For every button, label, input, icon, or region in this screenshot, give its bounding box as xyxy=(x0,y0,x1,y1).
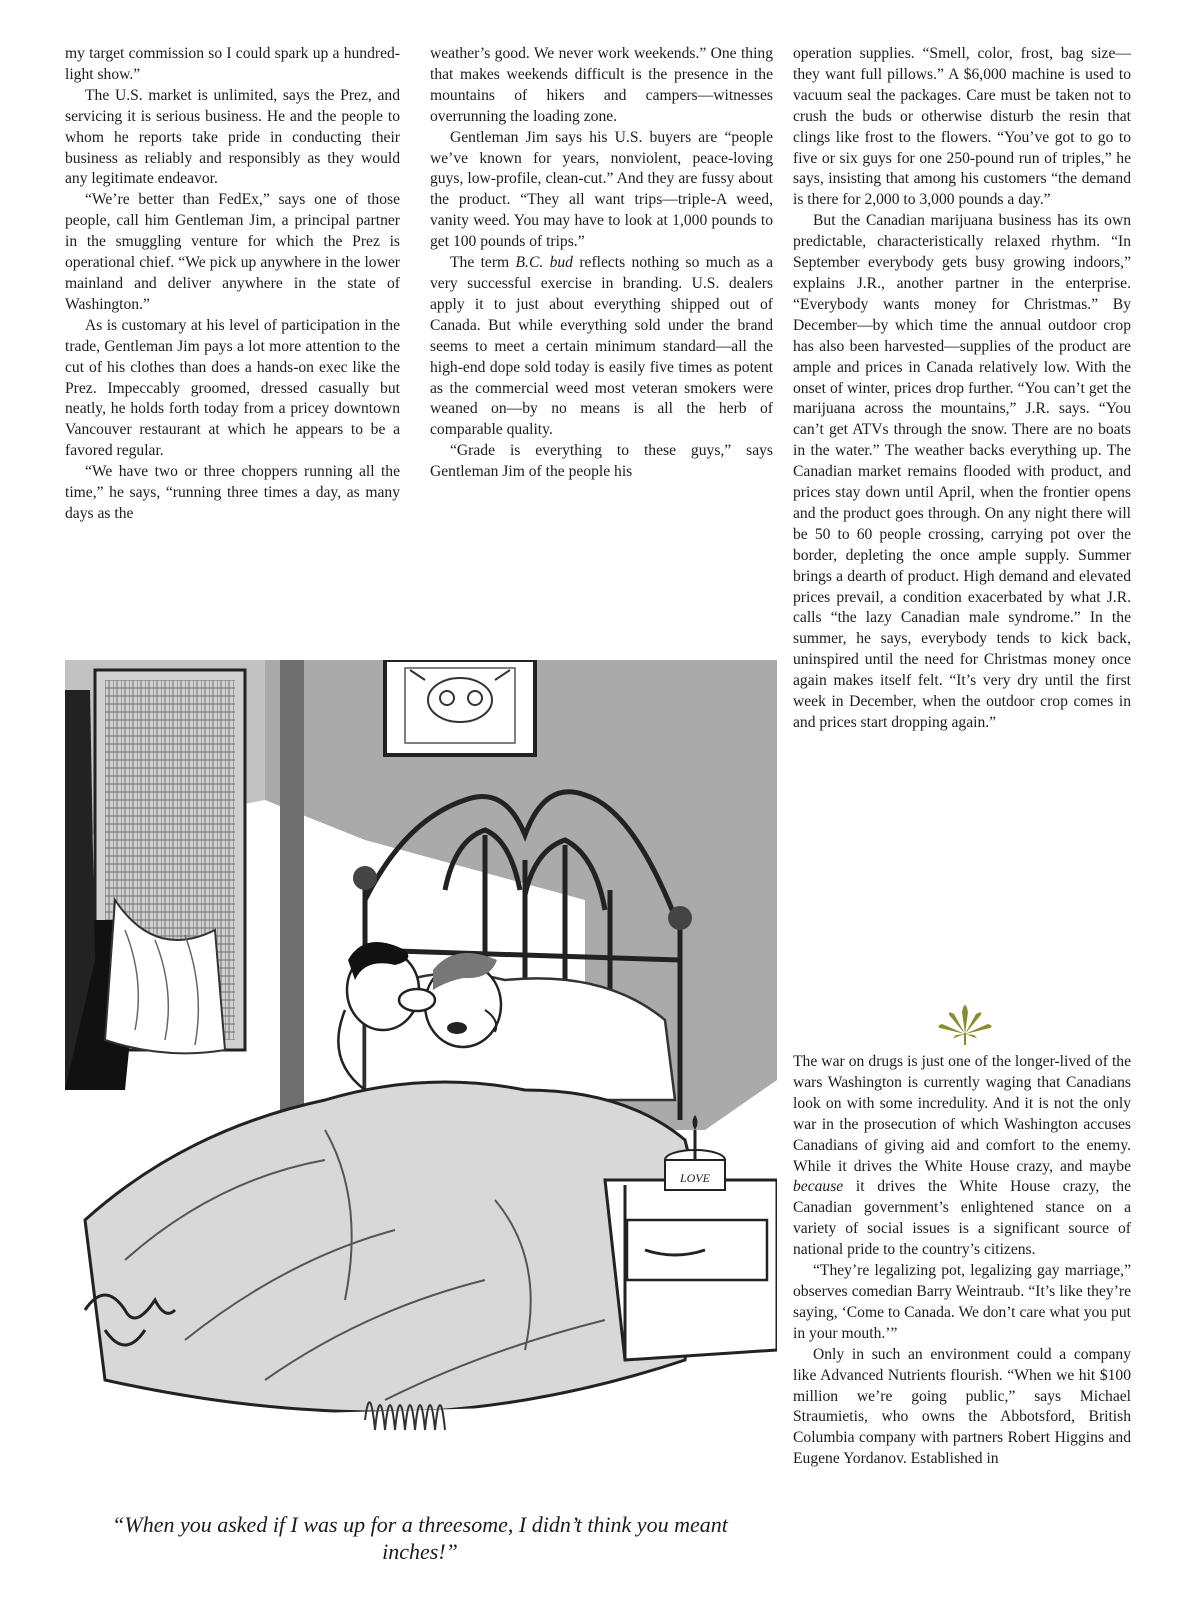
article-column-3 xyxy=(793,44,1131,734)
text-run: it drives the White House crazy, the Canadian government’s enlightened stance on a variety of social issues is a significant source of national pride to the country’s citizens. xyxy=(793,1178,1131,1259)
paragraph xyxy=(793,1052,1131,1261)
woman-figure xyxy=(425,953,501,1047)
cartoon-illustration xyxy=(65,660,777,1502)
paragraph: weather’s good. We never work weekends.” One thing that makes weekends difficult is the presence in the mountains of hikers and campers—witnesses overrunning the loading zone. xyxy=(430,45,773,125)
article-column-1 xyxy=(65,44,400,525)
paragraph: operation supplies. “Smell, color, frost, bag size—they want full pillows.” A $6,000 machine is used to vacuum seal the packages. Care must be taken not to crush the buds or otherwise disturb the resin that clings like frost to the flowers. “You’ve got to go to five or six guys for one 250-pound run of triples,” he says, insisting that among his customers “the demand is there for 2,000 to 3,000 pounds a day.” xyxy=(793,45,1131,209)
cartoon-caption: “When you asked if I was up for a threesome, I didn’t think you meant inches!” xyxy=(112,1512,728,1564)
text-run: reflects nothing so much as a very successful exercise in branding. U.S. dealers apply it to just about everything shipped out of Canada. But while everything sold under the brand seems to meet a certain minimum standard—all the high-end dope sold today is easily five times as potent as the commercial weed most veteran smokers were weaned on—by no means is all the herb of comparable quality. xyxy=(430,254,774,439)
text-run: The war on drugs is just one of the longer-lived of the wars Washington is currently waging that Canadians look on with some incredulity. And it is not the only war in the prosecution of which Washington accuses Canadians of giving aid and comfort to the enemy. While it drives the White House crazy, and maybe xyxy=(793,1053,1131,1175)
candle-label: LOVE xyxy=(680,1171,710,1185)
nightstand xyxy=(605,1180,777,1360)
paragraph: The U.S. market is unlimited, says the Prez, and servicing it is serious business. He and the people to whom he reports take pride in conducting their business as reliably and responsibly as they would any legitimate endeavor. xyxy=(65,86,400,188)
cannabis-leaf-icon xyxy=(932,994,998,1046)
paragraph: But the Canadian marijuana business has its own predictable, characteristically relaxed rhythm. “In September everybody gets busy growing indoors,” explains J.R., another partner in the enterprise. “Everybody wants money for Christmas.” By December—by which time the annual outdoor crop has also been harvested—supplies of the product are ample and prices in Canada relatively low. With the onset of winter, prices drop further. “You can’t get the marijuana across the mountains,” J.R. says. “You can’t get ATVs through the snow. There are no boats in the water.” The weather backs everything up. The Canadian market remains flooded with product, and prices stay down until April, when the frontier opens and the product goes through. On any night there will be 50 to 60 people crossing, carrying pot over the border, depleting the once ample supply. Summer brings a dearth of product. High demand and elevated prices prevail, a condition exacerbated by what J.R. calls “the lazy Canadian male syndrome.” In the summer, he says, everybody tends to kick back, uninspired until the need for Christmas money once again makes itself felt. “It’s very dry until the first week in December, when the outdoor crop comes in and prices start dropping again.” xyxy=(793,212,1131,731)
emphasis: because xyxy=(793,1178,844,1196)
article-column-2 xyxy=(430,44,773,483)
paragraph: my target commission so I could spark up a hundred-light show.” xyxy=(65,45,400,83)
paragraph: Gentleman Jim says his U.S. buyers are “people we’ve known for years, nonviolent, peace-loving guys, low-profile, clean-cut.” And they are fussy about the product. “They all want trips—triple-A weed, vanity weed. You may have to look at 1,000 pounds to get 100 pounds of trips.” xyxy=(430,128,773,251)
paragraph: As is customary at his level of participation in the trade, Gentleman Jim pays a lot more attention to the cut of his clothes than does a hands-on exec like the Prez. Impeccably groomed, dressed casually but neatly, he holds forth today from a pricey downtown Vancouver restaurant at which he appears to be a favored regular. xyxy=(65,316,400,460)
paragraph xyxy=(430,253,773,441)
framed-picture xyxy=(385,660,535,755)
paragraph: “We’re better than FedEx,” says one of those people, call him Gentleman Jim, a principal partner in the smuggling venture for which the Prez is operational chief. “We pick up anywhere in the lower mainland and deliver anywhere in the state of Washington.” xyxy=(65,191,400,313)
paragraph: “They’re legalizing pot, legalizing gay marriage,” observes comedian Barry Weintraub. “It’s like they’re saying, ‘Come to Canada. We don’t care what you put in your mouth.’” xyxy=(793,1262,1131,1342)
emphasis: B.C. bud xyxy=(515,254,573,272)
paragraph: “We have two or three choppers running all the time,” he says, “running three times a day, as many days as the xyxy=(65,463,400,522)
article-column-3-continued xyxy=(793,1052,1131,1470)
text-run: The term xyxy=(450,254,516,272)
paragraph: “Grade is everything to these guys,” says Gentleman Jim of the people his xyxy=(430,442,773,481)
paragraph: Only in such an environment could a company like Advanced Nutrients flourish. “When we hit $100 million we’re going public,” says Michael Straumietis, who owns the Abbotsford, British Columbia company with partners Robert Higgins and Eugene Yordanov. Established in xyxy=(793,1345,1131,1468)
